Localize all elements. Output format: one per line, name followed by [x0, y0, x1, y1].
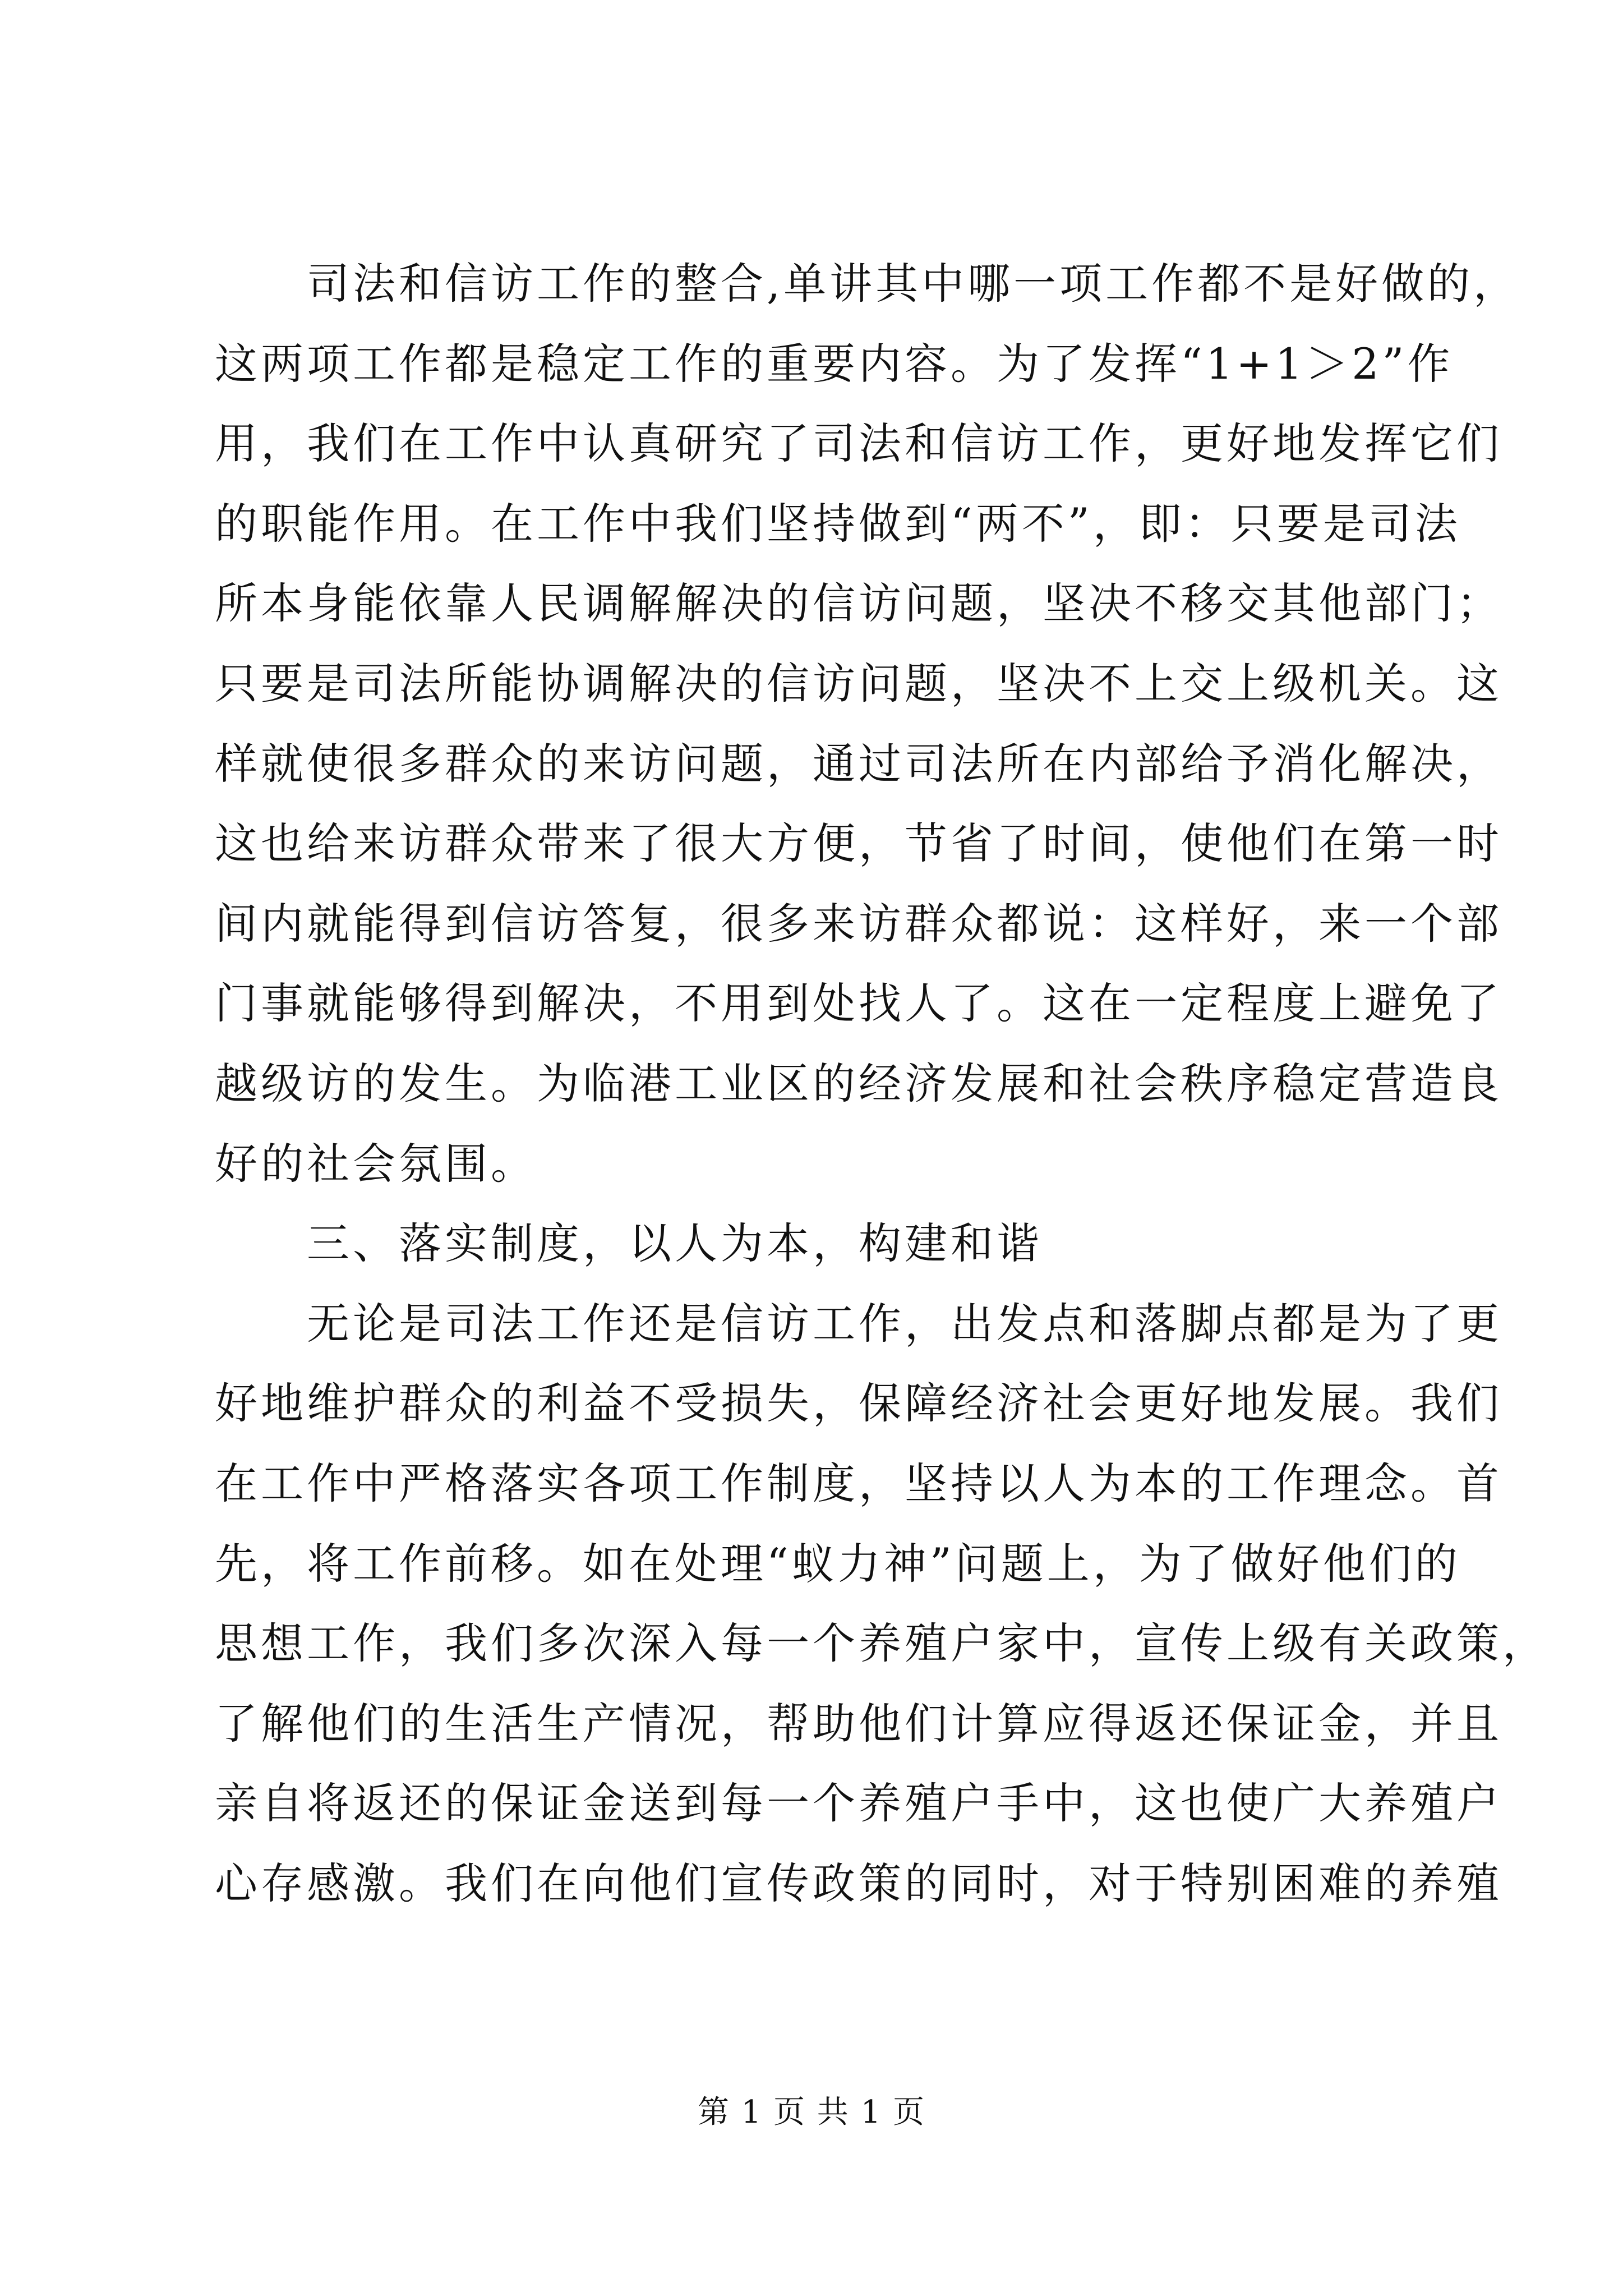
text-line: 在工作中严格落实各项工作制度，坚持以人为本的工作理念。首 [215, 1458, 1502, 1508]
text-line: 无论是司法工作还是信访工作，出发点和落脚点都是为了更 [215, 1298, 1502, 1349]
page-footer: 第 1 页 共 1 页 [697, 2094, 926, 2131]
text-line: 门事就能够得到解决，不用到处找人了。这在一定程度上避免了 [215, 978, 1502, 1029]
text-line: 好地维护群众的利益不受损失，保障经济社会更好地发展。我们 [215, 1378, 1502, 1429]
text-line: 了解他们的生活生产情况，帮助他们计算应得返还保证金，并且 [215, 1698, 1502, 1749]
text-line: 样就使很多群众的来访问题，通过司法所在内部给予消化解决， [215, 738, 1502, 789]
document-body [215, 244, 1548, 1924]
text-line: 用，我们在工作中认真研究了司法和信访工作，更好地发挥它们 [215, 418, 1502, 469]
text-line: 所本身能依靠人民调解解决的信访问题，坚决不移交其他部门； [215, 578, 1502, 629]
text-line: 思想工作，我们多次深入每一个养殖户家中，宣传上级有关政策， [215, 1618, 1548, 1669]
text-line: 只要是司法所能协调解决的信访问题，坚决不上交上级机关。这 [215, 658, 1502, 708]
text-line: 好的社会氛围。 [215, 1138, 537, 1189]
text-line: 这两项工作都是稳定工作的重要内容。为了发挥“1+1＞2”作 [215, 338, 1454, 389]
text-line: 心存感激。我们在向他们宣传政策的同时，对于特别困难的养殖 [215, 1858, 1502, 1908]
section-heading: 三、落实制度，以人为本，构建和谐 [215, 1218, 1043, 1269]
text-line: 这也给来访群众带来了很大方便，节省了时间，使他们在第一时 [215, 818, 1502, 869]
text-line: 间内就能得到信访答复，很多来访群众都说：这样好，来一个部 [215, 898, 1502, 949]
text-line: 司法和信访工作的整合,单讲其中哪一项工作都不是好做的， [215, 259, 1520, 309]
text-line: 的职能作用。在工作中我们坚持做到“两不”，即：只要是司法 [215, 498, 1461, 549]
text-line: 先，将工作前移。如在处理“蚁力神”问题上，为了做好他们的 [215, 1538, 1461, 1589]
text-line: 越级访的发生。为临港工业区的经济发展和社会秩序稳定营造良 [215, 1058, 1502, 1108]
text-line: 亲自将返还的保证金送到每一个养殖户手中，这也使广大养殖户 [215, 1778, 1502, 1829]
